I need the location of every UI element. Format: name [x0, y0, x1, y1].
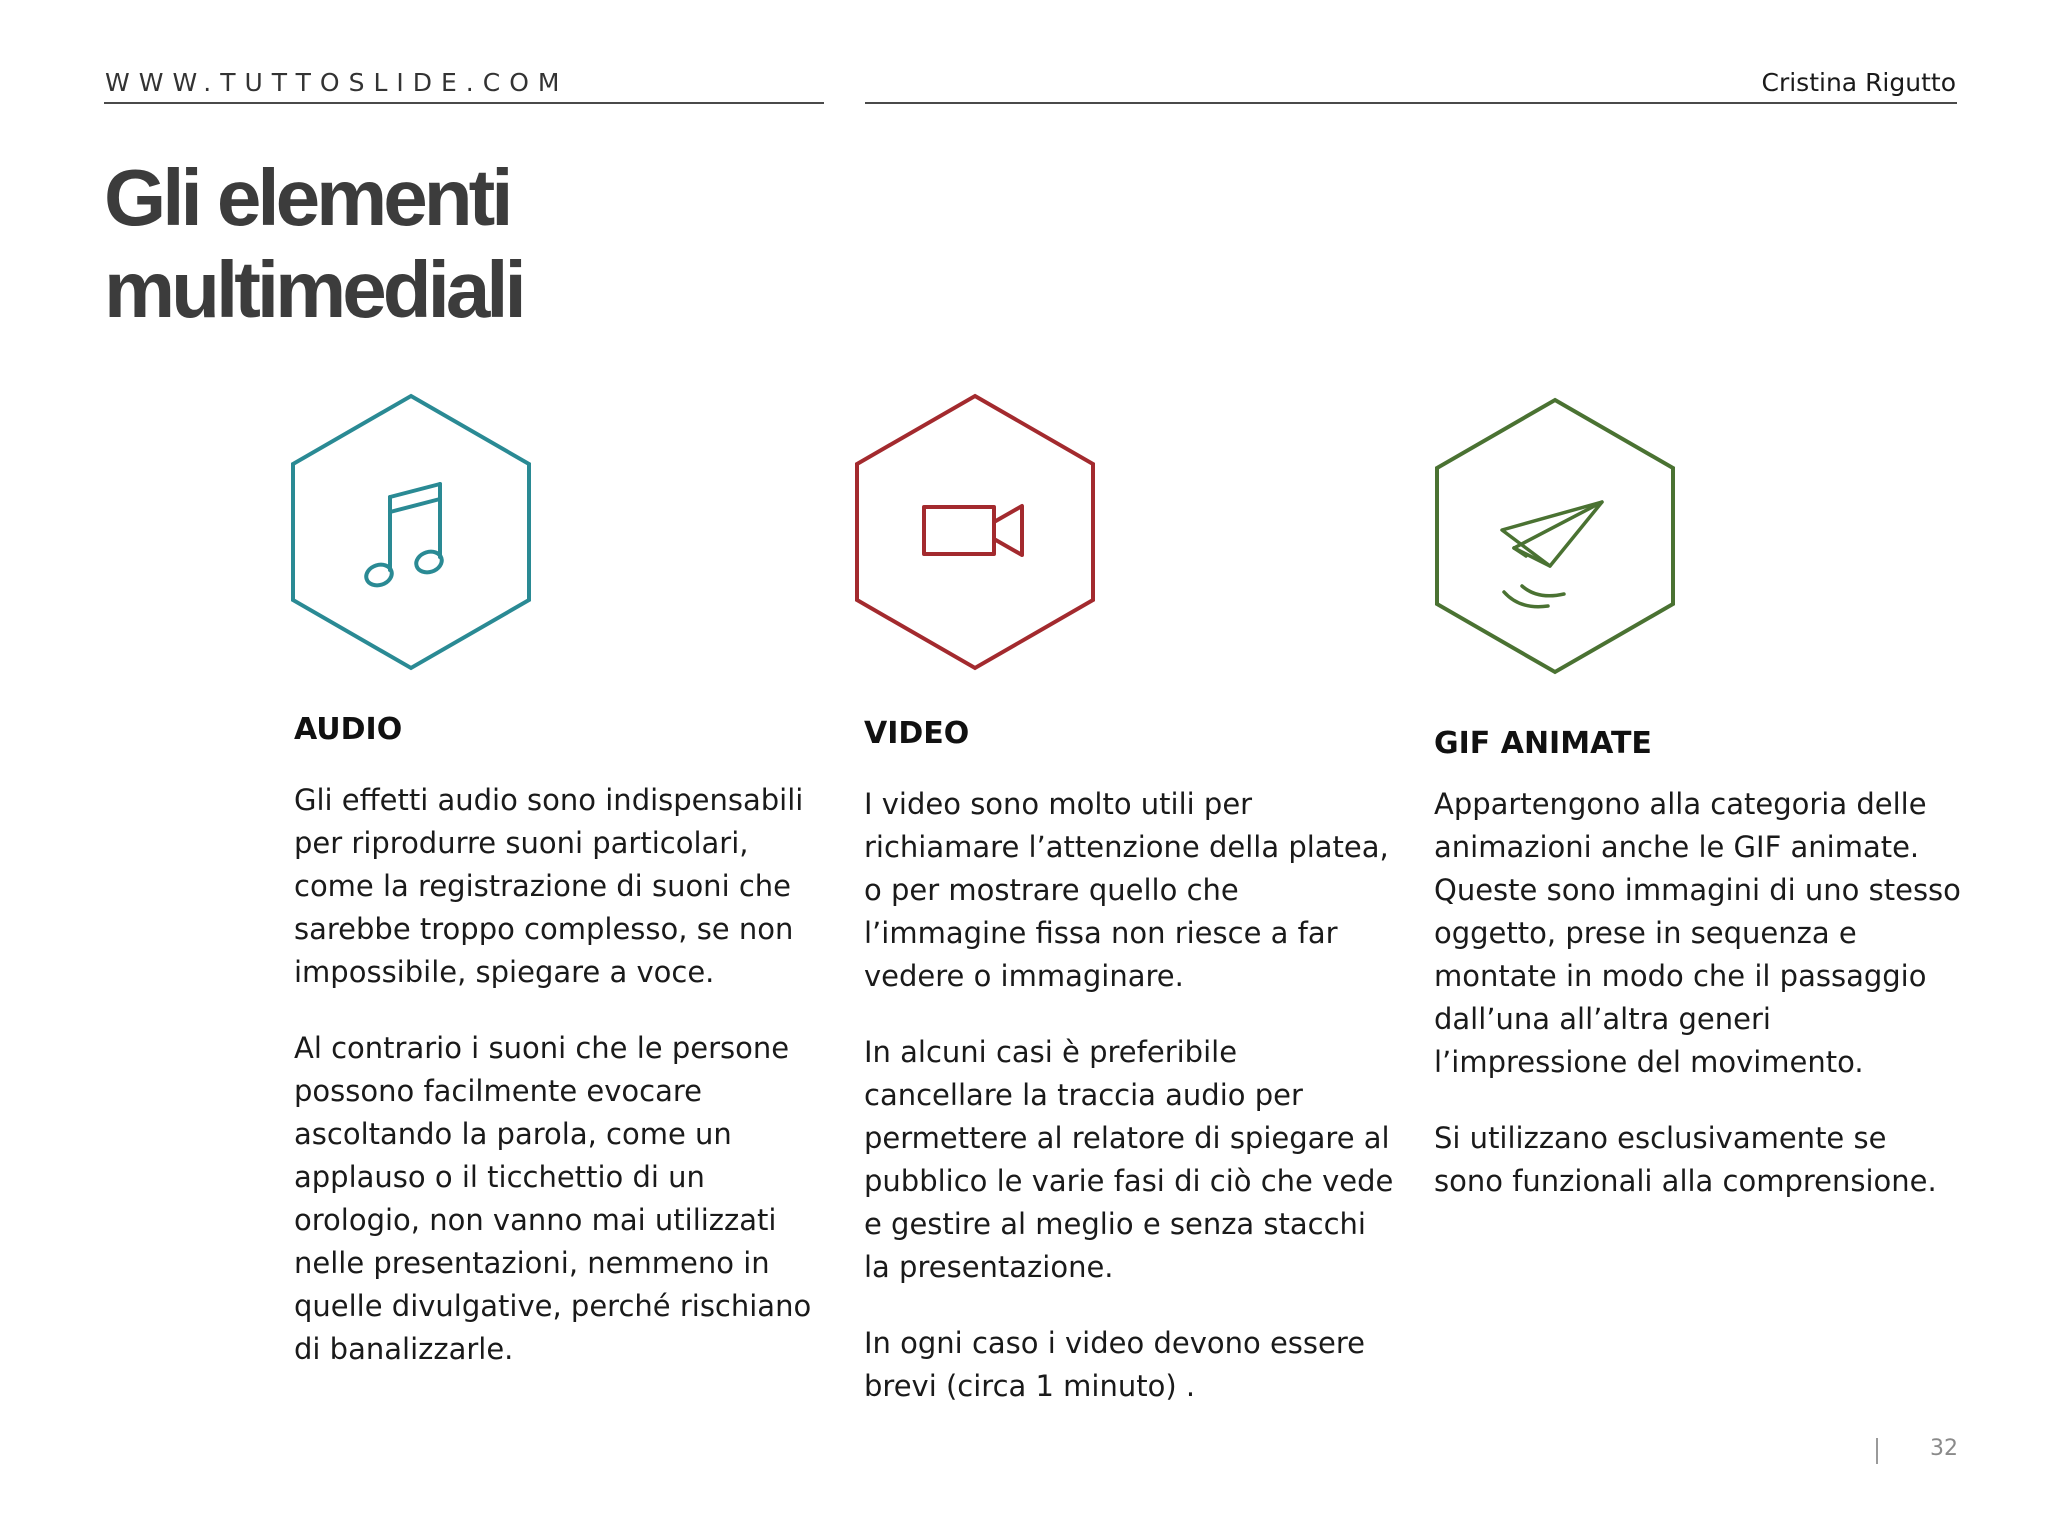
gif-paragraph-2: Si utilizzano esclusivamente se sono funzionali alla comprensione. [1434, 1121, 1937, 1198]
page-title-line-1: Gli elementi [104, 153, 510, 242]
audio-hexagon-outline [293, 396, 529, 668]
music-note-icon [364, 484, 445, 589]
video-paragraph-2: In alcuni casi è preferibile cancellare la traccia audio per permettere al relatore di spiegare al pubblico le varie fasi di ciò che vede e gestire al meglio e senza stacchi la presentazione. [864, 1035, 1394, 1284]
audio-heading: AUDIO [294, 712, 403, 747]
audio-paragraph-1: Gli effetti audio sono indispensabili per riprodurre suoni particolari, come la registrazione di suoni che sarebbe troppo complesso, se non impossibile, spiegare a voce. [294, 783, 804, 989]
paper-plane-icon [1502, 502, 1602, 607]
audio-hexagon [286, 392, 536, 672]
author-name: Cristina Rigutto [1761, 68, 1956, 97]
website-url: WWW.TUTTOSLIDE.COM [105, 68, 569, 97]
audio-section [294, 710, 824, 1404]
video-camera-icon [924, 506, 1022, 555]
audio-paragraph-2: Al contrario i suoni che le persone possono facilmente evocare ascoltando la parola, come un applauso o il ticchettio di un orologio, non vanno mai utilizzati nelle presentazioni, nemmeno in quelle divulgative, perché rischiano di banalizzarle. [294, 1031, 812, 1366]
video-paragraph-1: I video sono molto utili per richiamare l’attenzione della platea, o per mostrare quello che l’immagine fissa non riesce a far vedere o immaginare. [864, 787, 1389, 993]
gif-heading: GIF ANIMATE [1434, 726, 1652, 761]
video-hexagon-outline [857, 396, 1093, 668]
video-hexagon [850, 392, 1100, 672]
page-number: 32 [1930, 1436, 1958, 1461]
gif-paragraph-1: Appartengono alla categoria delle animazioni anche le GIF animate. Queste sono immagini di uno stesso oggetto, prese in sequenza e montate in modo che il passaggio dall’una all’altra generi l’impressione del movimento. [1434, 787, 1961, 1079]
page-number-separator [1876, 1438, 1878, 1464]
video-paragraph-3: In ogni caso i video devono essere brevi (circa 1 minuto) . [864, 1326, 1365, 1403]
page-title [104, 152, 523, 336]
gif-hexagon [1430, 396, 1680, 676]
gif-hexagon-outline [1437, 400, 1673, 672]
header-rule-left [104, 102, 824, 104]
page-title-line-2: multimediali [104, 245, 523, 334]
video-section [864, 714, 1394, 1441]
video-heading: VIDEO [864, 716, 970, 751]
gif-section [1434, 724, 1964, 1236]
header-rule-right [865, 102, 1957, 104]
